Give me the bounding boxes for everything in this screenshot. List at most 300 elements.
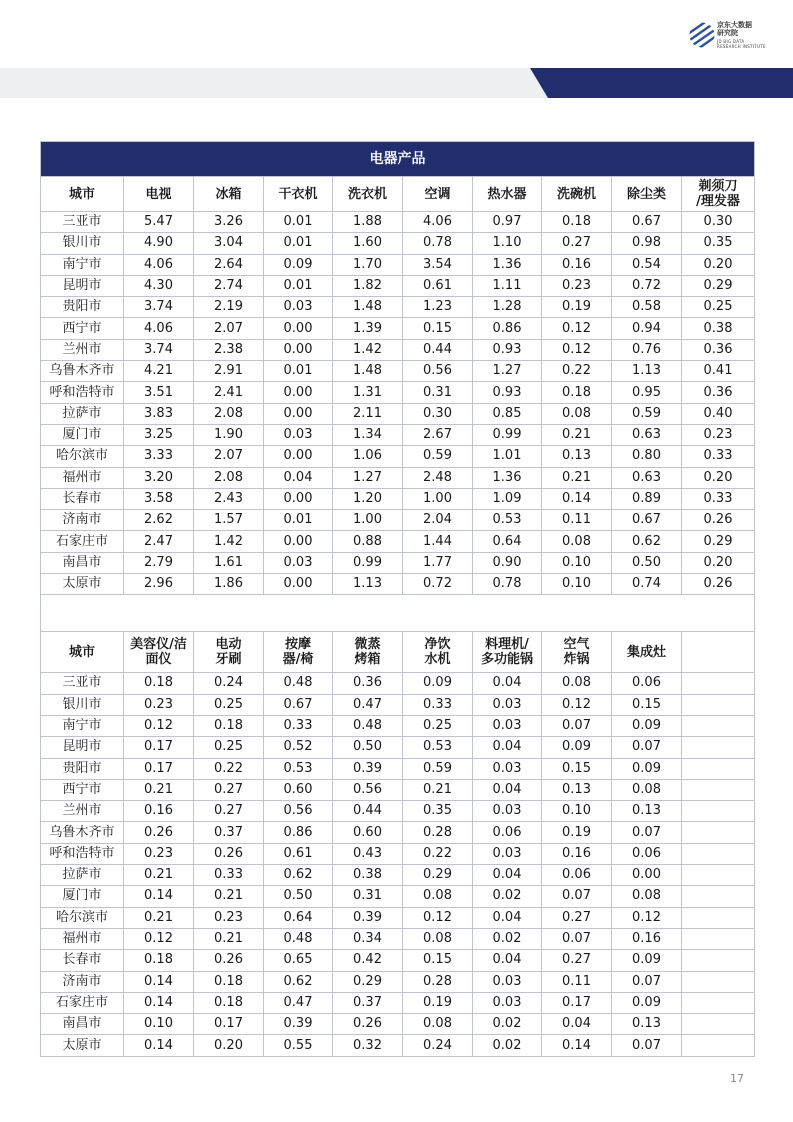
value-cell: 0.20 [682, 552, 755, 573]
value-cell: 0.21 [124, 907, 194, 928]
value-cell: 0.04 [473, 737, 542, 758]
value-cell: 3.74 [124, 339, 194, 360]
header-label: 牙刷 [215, 652, 242, 668]
value-cell: 0.33 [264, 715, 333, 736]
value-cell: 0.00 [264, 488, 333, 509]
table-row [41, 531, 755, 552]
value-cell: 0.39 [333, 758, 403, 779]
header-label: 电视 [145, 186, 172, 202]
value-cell: 1.60 [333, 233, 403, 254]
table-row [41, 424, 755, 445]
value-cell: 0.37 [333, 992, 403, 1013]
value-cell: 0.42 [333, 950, 403, 971]
value-cell [682, 1035, 755, 1056]
value-cell: 1.57 [194, 510, 264, 531]
value-cell: 3.54 [403, 254, 473, 275]
city-cell: 三亚市 [41, 673, 124, 694]
table-spacer-row [41, 595, 755, 632]
value-cell [682, 673, 755, 694]
value-cell: 0.86 [264, 822, 333, 843]
table-row [41, 715, 755, 736]
city-cell: 太原市 [41, 1035, 124, 1056]
value-cell: 0.13 [542, 446, 612, 467]
value-cell: 0.31 [403, 382, 473, 403]
value-cell: 0.02 [473, 1014, 542, 1035]
value-cell: 0.24 [403, 1035, 473, 1056]
value-cell: 0.59 [612, 403, 682, 424]
value-cell: 0.16 [542, 254, 612, 275]
header-label: 美容仪/洁 [130, 637, 187, 653]
value-cell: 0.12 [612, 907, 682, 928]
value-cell: 1.88 [333, 212, 403, 233]
value-cell: 2.96 [124, 574, 194, 595]
header-label: 按摩 [284, 637, 311, 653]
value-cell: 3.26 [194, 212, 264, 233]
table1-header-row [41, 177, 755, 212]
value-cell [682, 907, 755, 928]
header-label: 空调 [424, 186, 451, 202]
value-cell: 1.27 [473, 361, 542, 382]
value-cell: 0.25 [194, 694, 264, 715]
page-number: 17 [730, 1072, 744, 1085]
value-cell: 0.00 [264, 403, 333, 424]
header-label: 器/椅 [282, 652, 314, 668]
value-cell: 0.72 [403, 574, 473, 595]
value-cell: 0.03 [264, 297, 333, 318]
table-row [41, 488, 755, 509]
value-cell: 0.23 [194, 907, 264, 928]
value-cell: 2.11 [333, 403, 403, 424]
table-row [41, 694, 755, 715]
value-cell: 1.61 [194, 552, 264, 573]
table2-header-4 [333, 632, 403, 673]
value-cell: 2.47 [124, 531, 194, 552]
value-cell: 0.59 [403, 758, 473, 779]
city-cell: 哈尔滨市 [41, 907, 124, 928]
value-cell: 0.33 [403, 694, 473, 715]
value-cell: 0.99 [473, 424, 542, 445]
value-cell: 0.00 [264, 318, 333, 339]
value-cell: 0.41 [682, 361, 755, 382]
value-cell: 0.13 [542, 779, 612, 800]
value-cell: 0.53 [403, 737, 473, 758]
value-cell: 1.70 [333, 254, 403, 275]
value-cell: 0.15 [403, 950, 473, 971]
value-cell: 0.44 [403, 339, 473, 360]
value-cell: 0.72 [612, 275, 682, 296]
value-cell: 1.90 [194, 424, 264, 445]
value-cell: 0.23 [124, 843, 194, 864]
value-cell: 0.14 [124, 971, 194, 992]
value-cell: 0.00 [264, 382, 333, 403]
value-cell: 0.01 [264, 361, 333, 382]
header-band-navy [530, 68, 793, 98]
value-cell: 0.00 [264, 531, 333, 552]
logo-text-cn-1: 京东大数据 [717, 21, 752, 29]
value-cell: 1.13 [612, 361, 682, 382]
table1-header-2 [194, 177, 264, 212]
value-cell: 0.18 [194, 971, 264, 992]
table2-header-8 [612, 632, 682, 673]
value-cell: 0.26 [682, 510, 755, 531]
value-cell: 0.00 [264, 574, 333, 595]
city-cell: 贵阳市 [41, 297, 124, 318]
table-row [41, 467, 755, 488]
value-cell [682, 694, 755, 715]
table-row [41, 758, 755, 779]
city-cell: 石家庄市 [41, 531, 124, 552]
header-label: 集成灶 [626, 644, 666, 660]
value-cell: 0.62 [612, 531, 682, 552]
value-cell: 1.86 [194, 574, 264, 595]
table-row [41, 403, 755, 424]
value-cell: 0.30 [682, 212, 755, 233]
header-label: 料理机/ [485, 637, 529, 653]
value-cell: 0.89 [612, 488, 682, 509]
value-cell: 0.27 [542, 233, 612, 254]
value-cell: 0.64 [473, 531, 542, 552]
value-cell [682, 843, 755, 864]
table1-header-4 [333, 177, 403, 212]
value-cell: 0.99 [333, 552, 403, 573]
value-cell: 0.09 [612, 758, 682, 779]
jd-logo-mark-icon [689, 20, 715, 50]
city-cell: 南宁市 [41, 254, 124, 275]
value-cell: 1.20 [333, 488, 403, 509]
value-cell: 2.41 [194, 382, 264, 403]
value-cell: 1.36 [473, 467, 542, 488]
value-cell: 0.23 [682, 424, 755, 445]
table1-header-5 [403, 177, 473, 212]
value-cell: 0.21 [194, 886, 264, 907]
value-cell: 0.61 [264, 843, 333, 864]
value-cell: 0.43 [333, 843, 403, 864]
value-cell: 0.76 [612, 339, 682, 360]
value-cell: 0.03 [473, 971, 542, 992]
value-cell: 0.14 [124, 1035, 194, 1056]
table-row [41, 992, 755, 1013]
value-cell: 0.11 [542, 510, 612, 531]
value-cell: 3.58 [124, 488, 194, 509]
city-cell: 三亚市 [41, 212, 124, 233]
value-cell: 2.19 [194, 297, 264, 318]
value-cell [682, 822, 755, 843]
value-cell: 0.21 [124, 779, 194, 800]
value-cell: 2.64 [194, 254, 264, 275]
value-cell: 0.01 [264, 275, 333, 296]
value-cell: 0.17 [124, 758, 194, 779]
value-cell: 0.50 [333, 737, 403, 758]
table-row [41, 779, 755, 800]
header-label: 面仪 [145, 652, 172, 668]
header-label: 城市 [68, 186, 95, 202]
value-cell: 0.16 [612, 928, 682, 949]
value-cell: 0.39 [264, 1014, 333, 1035]
value-cell: 0.06 [612, 843, 682, 864]
table1-header-1 [124, 177, 194, 212]
table-row [41, 950, 755, 971]
logo-text-en-1: JD BIG DATA [717, 39, 745, 44]
header-label: 除尘类 [626, 186, 666, 202]
city-cell: 西宁市 [41, 318, 124, 339]
value-cell: 0.27 [194, 779, 264, 800]
value-cell: 0.74 [612, 574, 682, 595]
value-cell: 3.04 [194, 233, 264, 254]
table1-header-8 [612, 177, 682, 212]
table2-header-7 [542, 632, 612, 673]
value-cell: 4.90 [124, 233, 194, 254]
value-cell: 0.08 [612, 886, 682, 907]
value-cell: 2.67 [403, 424, 473, 445]
value-cell: 0.01 [264, 510, 333, 531]
city-cell: 兰州市 [41, 339, 124, 360]
value-cell: 2.48 [403, 467, 473, 488]
value-cell: 0.03 [264, 424, 333, 445]
table-row [41, 886, 755, 907]
value-cell: 0.21 [403, 779, 473, 800]
value-cell: 0.63 [612, 467, 682, 488]
value-cell: 1.48 [333, 361, 403, 382]
logo-text-en-2: RESEARCH INSTITUTE [717, 44, 766, 49]
value-cell: 3.20 [124, 467, 194, 488]
header-label: /理发器 [696, 194, 740, 209]
value-cell: 0.56 [264, 801, 333, 822]
value-cell: 0.20 [682, 467, 755, 488]
header-label: 多功能锅 [480, 652, 533, 668]
value-cell: 0.93 [473, 339, 542, 360]
city-cell: 南宁市 [41, 715, 124, 736]
value-cell: 0.35 [403, 801, 473, 822]
value-cell: 0.50 [264, 886, 333, 907]
city-cell: 福州市 [41, 928, 124, 949]
value-cell: 0.17 [542, 992, 612, 1013]
value-cell: 0.17 [124, 737, 194, 758]
value-cell: 0.59 [403, 446, 473, 467]
table2-header-6 [473, 632, 542, 673]
value-cell: 0.03 [473, 715, 542, 736]
value-cell: 0.09 [612, 715, 682, 736]
value-cell: 0.10 [542, 801, 612, 822]
value-cell: 0.86 [473, 318, 542, 339]
value-cell: 0.12 [124, 928, 194, 949]
city-cell: 兰州市 [41, 801, 124, 822]
value-cell: 0.04 [473, 865, 542, 886]
value-cell: 0.10 [542, 574, 612, 595]
table-row [41, 928, 755, 949]
value-cell: 3.25 [124, 424, 194, 445]
city-cell: 福州市 [41, 467, 124, 488]
value-cell: 4.06 [124, 318, 194, 339]
city-cell: 银川市 [41, 233, 124, 254]
value-cell: 0.67 [264, 694, 333, 715]
table1-header-3 [264, 177, 333, 212]
value-cell: 0.12 [542, 694, 612, 715]
city-cell: 呼和浩特市 [41, 843, 124, 864]
value-cell: 4.30 [124, 275, 194, 296]
value-cell: 2.07 [194, 446, 264, 467]
city-cell: 厦门市 [41, 424, 124, 445]
value-cell: 0.27 [194, 801, 264, 822]
value-cell: 0.36 [682, 339, 755, 360]
value-cell: 0.78 [403, 233, 473, 254]
value-cell: 0.33 [682, 488, 755, 509]
value-cell: 1.11 [473, 275, 542, 296]
value-cell: 0.03 [264, 552, 333, 573]
city-cell: 南昌市 [41, 552, 124, 573]
value-cell: 0.14 [124, 886, 194, 907]
value-cell: 4.06 [403, 212, 473, 233]
value-cell: 0.39 [333, 907, 403, 928]
value-cell: 0.63 [612, 424, 682, 445]
value-cell: 0.65 [264, 950, 333, 971]
table-row [41, 574, 755, 595]
value-cell [682, 950, 755, 971]
table-row [41, 339, 755, 360]
value-cell: 0.21 [542, 467, 612, 488]
value-cell: 0.48 [264, 928, 333, 949]
value-cell: 0.19 [403, 992, 473, 1013]
value-cell: 0.95 [612, 382, 682, 403]
value-cell: 0.27 [542, 950, 612, 971]
value-cell: 0.29 [682, 531, 755, 552]
value-cell: 1.13 [333, 574, 403, 595]
value-cell: 0.04 [473, 950, 542, 971]
value-cell: 1.28 [473, 297, 542, 318]
value-cell [682, 737, 755, 758]
value-cell: 4.21 [124, 361, 194, 382]
table-row [41, 801, 755, 822]
value-cell: 3.33 [124, 446, 194, 467]
value-cell: 0.17 [194, 1014, 264, 1035]
value-cell [682, 801, 755, 822]
table-row [41, 318, 755, 339]
value-cell: 0.21 [194, 928, 264, 949]
value-cell: 0.50 [612, 552, 682, 573]
value-cell: 0.28 [403, 822, 473, 843]
value-cell: 1.23 [403, 297, 473, 318]
city-cell: 长春市 [41, 950, 124, 971]
header-label: 城市 [68, 644, 95, 660]
value-cell: 0.04 [264, 467, 333, 488]
value-cell: 0.07 [542, 928, 612, 949]
value-cell: 2.74 [194, 275, 264, 296]
value-cell: 2.43 [194, 488, 264, 509]
value-cell: 0.44 [333, 801, 403, 822]
table-row [41, 446, 755, 467]
value-cell: 0.56 [333, 779, 403, 800]
value-cell: 4.06 [124, 254, 194, 275]
value-cell: 0.04 [473, 779, 542, 800]
value-cell: 0.20 [194, 1035, 264, 1056]
value-cell: 0.08 [542, 673, 612, 694]
value-cell: 3.74 [124, 297, 194, 318]
city-cell: 南昌市 [41, 1014, 124, 1035]
value-cell: 0.40 [682, 403, 755, 424]
city-cell: 长春市 [41, 488, 124, 509]
value-cell: 0.35 [682, 233, 755, 254]
table2-header-9 [682, 632, 755, 673]
value-cell: 0.33 [194, 865, 264, 886]
value-cell: 0.19 [542, 297, 612, 318]
value-cell: 0.25 [682, 297, 755, 318]
value-cell: 3.83 [124, 403, 194, 424]
city-cell: 厦门市 [41, 886, 124, 907]
value-cell: 2.38 [194, 339, 264, 360]
value-cell: 3.51 [124, 382, 194, 403]
value-cell: 0.61 [403, 275, 473, 296]
value-cell: 0.06 [542, 865, 612, 886]
value-cell: 0.36 [682, 382, 755, 403]
value-cell: 0.48 [333, 715, 403, 736]
table2-header-3 [264, 632, 333, 673]
table-row [41, 510, 755, 531]
table2-header-0 [41, 632, 124, 673]
value-cell: 0.08 [612, 779, 682, 800]
value-cell: 0.26 [333, 1014, 403, 1035]
value-cell: 0.56 [403, 361, 473, 382]
city-cell: 乌鲁木齐市 [41, 822, 124, 843]
value-cell [682, 928, 755, 949]
value-cell: 1.01 [473, 446, 542, 467]
value-cell: 0.94 [612, 318, 682, 339]
value-cell [682, 779, 755, 800]
value-cell: 0.15 [403, 318, 473, 339]
table-row [41, 673, 755, 694]
header-label: 干衣机 [278, 186, 318, 202]
value-cell: 1.00 [333, 510, 403, 531]
value-cell: 0.93 [473, 382, 542, 403]
value-cell: 0.01 [264, 233, 333, 254]
header-label: 洗衣机 [347, 186, 387, 202]
value-cell: 2.08 [194, 403, 264, 424]
table-row [41, 275, 755, 296]
table-row [41, 907, 755, 928]
table-row [41, 822, 755, 843]
city-cell: 哈尔滨市 [41, 446, 124, 467]
value-cell [682, 865, 755, 886]
value-cell: 1.09 [473, 488, 542, 509]
value-cell: 0.18 [124, 673, 194, 694]
value-cell: 0.37 [194, 822, 264, 843]
table-row [41, 1014, 755, 1035]
header-band-gray [0, 68, 548, 98]
value-cell: 0.09 [542, 737, 612, 758]
value-cell: 0.10 [124, 1014, 194, 1035]
value-cell: 0.26 [194, 843, 264, 864]
value-cell: 1.44 [403, 531, 473, 552]
value-cell [682, 992, 755, 1013]
header-label: 热水器 [487, 186, 527, 202]
value-cell: 2.04 [403, 510, 473, 531]
header-label: 电动 [215, 637, 242, 653]
value-cell: 0.30 [403, 403, 473, 424]
value-cell: 0.32 [333, 1035, 403, 1056]
value-cell: 0.62 [264, 971, 333, 992]
value-cell: 0.04 [473, 907, 542, 928]
value-cell: 0.90 [473, 552, 542, 573]
value-cell: 2.91 [194, 361, 264, 382]
value-cell: 0.06 [473, 822, 542, 843]
table-row [41, 212, 755, 233]
value-cell: 0.08 [542, 531, 612, 552]
table-row [41, 737, 755, 758]
city-cell: 拉萨市 [41, 403, 124, 424]
value-cell: 1.34 [333, 424, 403, 445]
city-cell: 济南市 [41, 510, 124, 531]
value-cell: 0.28 [403, 971, 473, 992]
value-cell: 0.13 [612, 1014, 682, 1035]
value-cell: 0.15 [542, 758, 612, 779]
